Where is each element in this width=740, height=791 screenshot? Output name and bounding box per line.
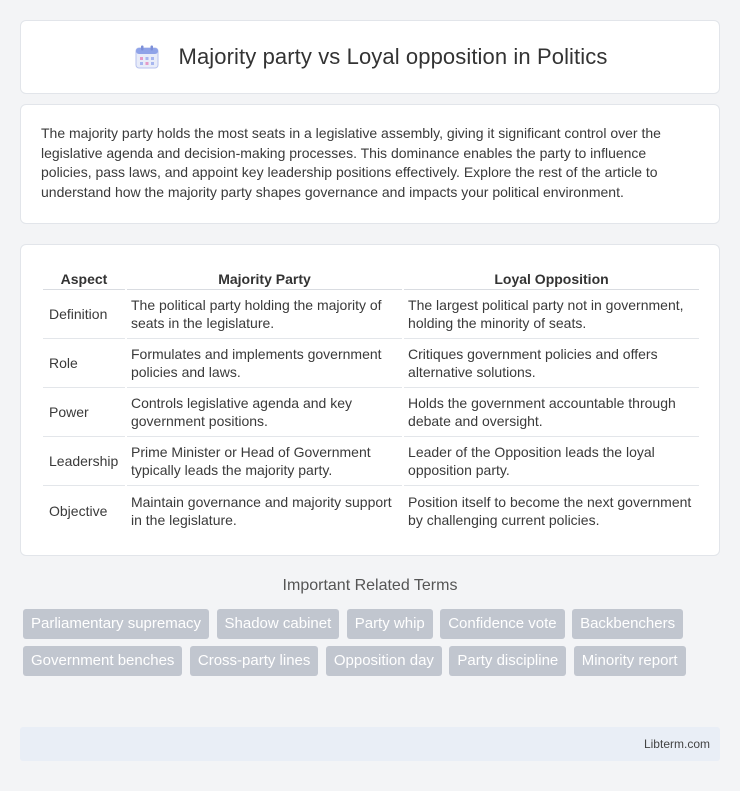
table-row bbox=[43, 290, 699, 339]
row-aspect: Leadership bbox=[43, 437, 125, 486]
row-aspect: Objective bbox=[49, 502, 108, 519]
tag-government-benches[interactable]: Government benches bbox=[23, 646, 182, 676]
tag-backbenchers[interactable]: Backbenchers bbox=[572, 609, 683, 639]
comparison-table-card bbox=[20, 244, 720, 556]
tag-parliamentary-supremacy[interactable]: Parliamentary supremacy bbox=[23, 609, 209, 639]
intro-card bbox=[20, 104, 720, 224]
tag-cross-party-lines[interactable]: Cross-party lines bbox=[190, 646, 319, 676]
tag-opposition-day[interactable]: Opposition day bbox=[326, 646, 442, 676]
row-opposition: Leader of the Opposition leads the loyal opposition party. bbox=[404, 437, 699, 486]
tag-party-whip[interactable]: Party whip bbox=[347, 609, 433, 639]
table-row bbox=[43, 339, 699, 388]
row-majority: Formulates and implements government policies and laws. bbox=[127, 339, 402, 388]
intro-paragraph: The majority party holds the most seats in a legislative assembly, giving it significant control over the legislative agenda and decision-making processes. This dominance enables the party to influence policies, pass laws, and appoint key leadership positions effectively. Explore the rest of the article to understand how the majority party shapes governance and impacts your political environment. bbox=[41, 125, 661, 200]
row-opposition: Position itself to become the next government by challenging current policies. bbox=[408, 493, 692, 528]
row-majority: Controls legislative agenda and key government positions. bbox=[127, 388, 402, 437]
row-majority: Prime Minister or Head of Government typically leads the majority party. bbox=[127, 437, 402, 486]
calendar-icon bbox=[133, 43, 161, 71]
row-opposition: The largest political party not in government, holding the minority of seats. bbox=[404, 290, 699, 339]
footer bbox=[20, 727, 720, 761]
table-row bbox=[43, 486, 699, 535]
row-aspect: Power bbox=[43, 388, 125, 437]
title-card bbox=[20, 20, 720, 94]
row-majority: The political party holding the majority of seats in the legislature. bbox=[127, 290, 402, 339]
table-row bbox=[43, 388, 699, 437]
page-title: Majority party vs Loyal opposition in Politics bbox=[178, 44, 608, 69]
tag-minority-report[interactable]: Minority report bbox=[574, 646, 686, 676]
header-loyal-opposition: Loyal Opposition bbox=[404, 264, 699, 290]
table-row bbox=[43, 437, 699, 486]
tag-party-discipline[interactable]: Party discipline bbox=[449, 646, 566, 676]
row-opposition: Critiques government policies and offers alternative solutions. bbox=[404, 339, 699, 388]
table-header-row bbox=[43, 264, 699, 290]
comparison-table bbox=[41, 264, 701, 535]
tag-shadow-cabinet[interactable]: Shadow cabinet bbox=[217, 609, 340, 639]
header-aspect: Aspect bbox=[43, 264, 125, 290]
tag-confidence-vote[interactable]: Confidence vote bbox=[440, 609, 564, 639]
related-terms-list bbox=[23, 609, 723, 683]
row-opposition: Holds the government accountable through debate and oversight. bbox=[404, 388, 699, 437]
footer-site-link[interactable]: Libterm.com bbox=[643, 737, 710, 751]
row-aspect: Role bbox=[43, 339, 125, 388]
related-terms-title: Important Related Terms bbox=[282, 577, 458, 594]
row-majority: Maintain governance and majority support in the legislature. bbox=[130, 493, 392, 528]
header-majority-party: Majority Party bbox=[127, 264, 402, 290]
row-aspect: Definition bbox=[43, 290, 125, 339]
